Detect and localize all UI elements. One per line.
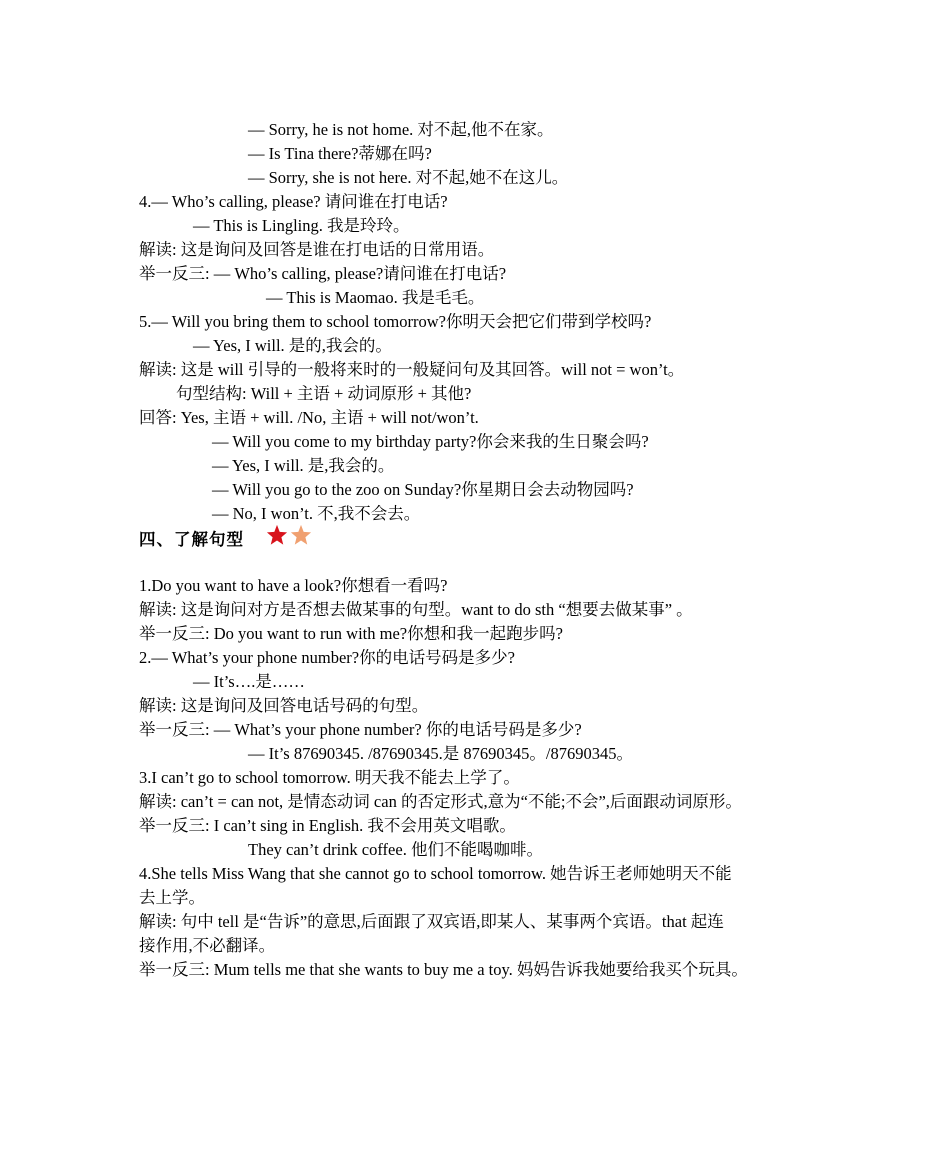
dialogue-line: — It’s 87690345. /87690345.是 87690345。/87690345。 xyxy=(248,744,634,763)
example-line: They can’t drink coffee. 他们不能喝咖啡。 xyxy=(248,840,543,859)
explanation-line: 解读: 这是询问及回答是谁在打电话的日常用语。 xyxy=(139,240,495,259)
explanation-line-continued: 接作用,不必翻译。 xyxy=(139,936,276,955)
numbered-sentence: 3.I can’t go to school tomorrow. 明天我不能去上学了。 xyxy=(139,768,520,787)
dialogue-line: — It’s….是…… xyxy=(193,672,305,691)
numbered-sentence: 4.She tells Miss Wang that she cannot go to school tomorrow. 她告诉王老师她明天不能 xyxy=(139,864,732,883)
dialogue-line: — Is Tina there?蒂娜在吗? xyxy=(248,144,432,163)
explanation-line: 解读: 句中 tell 是“告诉”的意思,后面跟了双宾语,即某人、某事两个宾语。that 起连 xyxy=(139,912,724,931)
numbered-sentence: 4.— Who’s calling, please? 请问谁在打电话? xyxy=(139,192,448,211)
explanation-line: 解读: 这是 will 引导的一般将来时的一般疑问句及其回答。will not = won’t。 xyxy=(139,360,685,379)
explanation-line: 解读: 这是询问及回答电话号码的句型。 xyxy=(139,696,429,715)
red-star-icon xyxy=(266,524,288,546)
section-heading: 四、了解句型 xyxy=(139,530,244,549)
example-line: 举一反三: I can’t sing in English. 我不会用英文唱歌。 xyxy=(139,816,516,835)
dialogue-line: — This is Lingling. 我是玲玲。 xyxy=(193,216,410,235)
dialogue-line: — Sorry, he is not home. 对不起,他不在家。 xyxy=(248,120,554,139)
answer-line: 回答: Yes, 主语 + will. /No, 主语 + will not/won’t. xyxy=(139,408,479,427)
dialogue-line: — No, I won’t. 不,我不会去。 xyxy=(212,504,421,523)
example-line: 举一反三: — What’s your phone number? 你的电话号码是多少? xyxy=(139,720,582,739)
dialogue-line: — Yes, I will. 是,我会的。 xyxy=(212,456,395,475)
dialogue-line: — This is Maomao. 我是毛毛。 xyxy=(266,288,485,307)
example-line: 举一反三: Mum tells me that she wants to buy me a toy. 妈妈告诉我她要给我买个玩具。 xyxy=(139,960,748,979)
explanation-line: 解读: can’t = can not, 是情态动词 can 的否定形式,意为“不能;不会”,后面跟动词原形。 xyxy=(139,792,742,811)
numbered-sentence: 1.Do you want to have a look?你想看一看吗? xyxy=(139,576,448,595)
numbered-sentence: 2.— What’s your phone number?你的电话号码是多少? xyxy=(139,648,515,667)
example-line: 举一反三: Do you want to run with me?你想和我一起跑步吗? xyxy=(139,624,563,643)
orange-star-icon xyxy=(290,524,312,546)
dialogue-line: — Sorry, she is not here. 对不起,她不在这儿。 xyxy=(248,168,569,187)
structure-line: 句型结构: Will + 主语 + 动词原形 + 其他? xyxy=(176,384,472,403)
explanation-line: 解读: 这是询问对方是否想去做某事的句型。want to do sth “想要去做某事” 。 xyxy=(139,600,693,619)
dialogue-line: — Will you go to the zoo on Sunday?你星期日会去动物园吗? xyxy=(212,480,634,499)
dialogue-line: — Yes, I will. 是的,我会的。 xyxy=(193,336,392,355)
numbered-sentence: 5.— Will you bring them to school tomorrow?你明天会把它们带到学校吗? xyxy=(139,312,652,331)
dialogue-line: — Will you come to my birthday party?你会来我的生日聚会吗? xyxy=(212,432,649,451)
numbered-sentence-continued: 去上学。 xyxy=(139,888,205,907)
example-line: 举一反三: — Who’s calling, please?请问谁在打电话? xyxy=(139,264,507,283)
